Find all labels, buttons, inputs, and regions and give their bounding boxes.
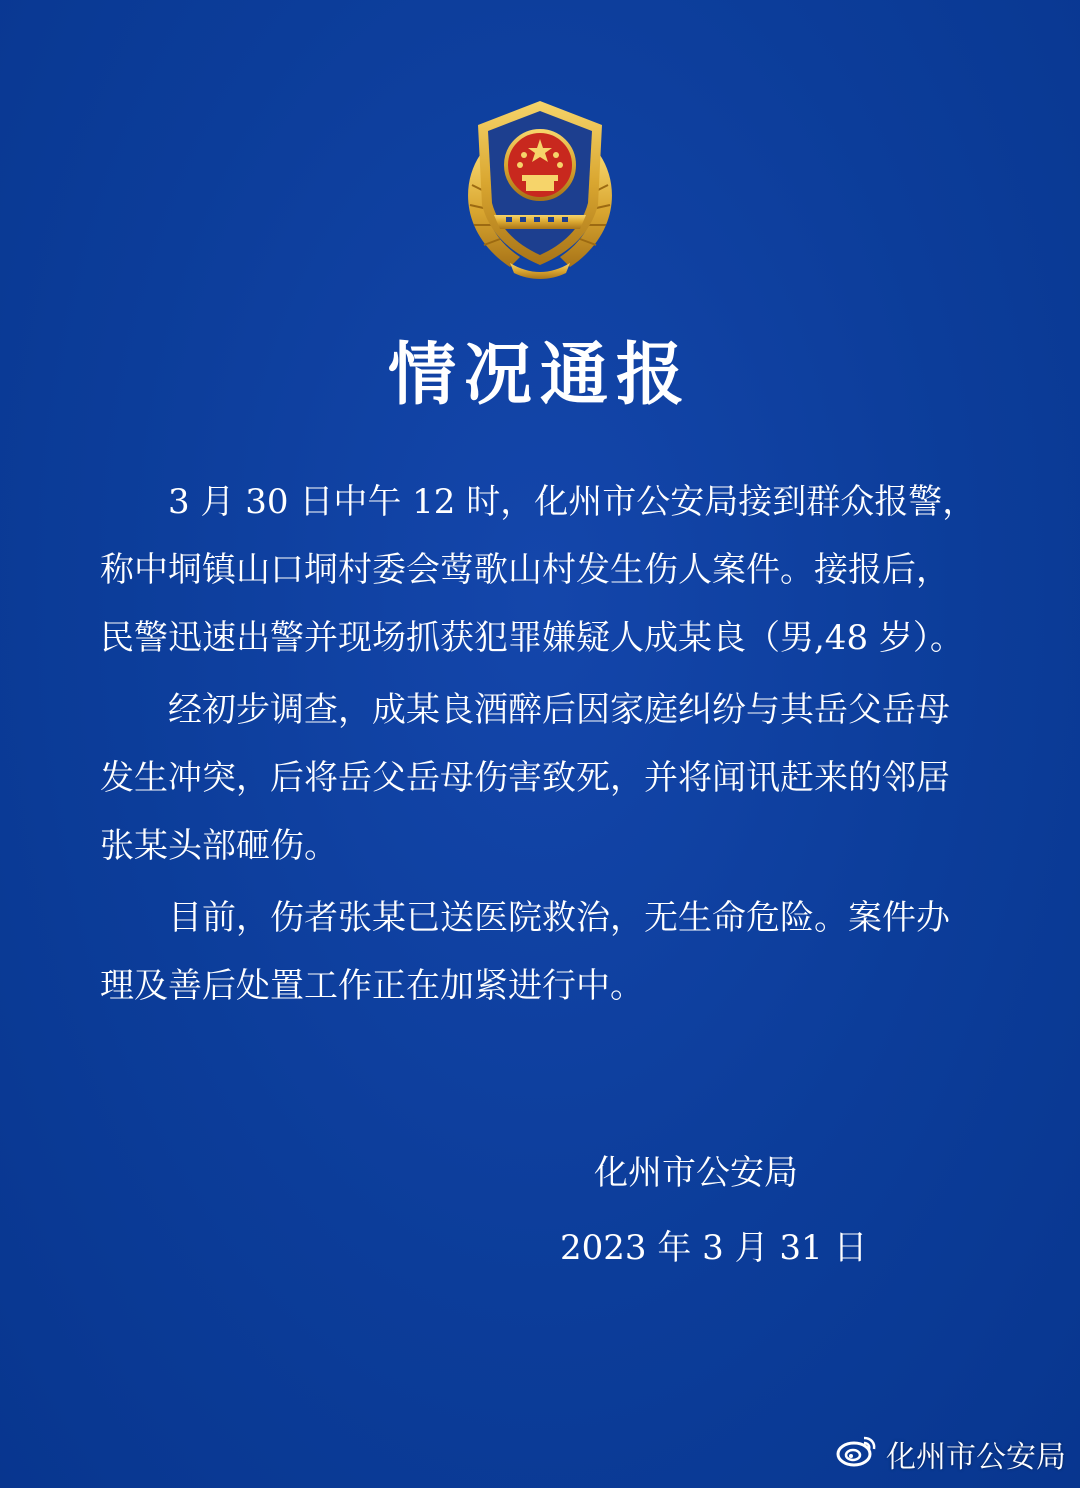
weibo-icon	[836, 1432, 878, 1476]
notice-body	[100, 468, 980, 1024]
police-emblem-icon	[450, 95, 630, 285]
paragraph-2: 经初步调查，成某良酒醉后因家庭纠纷与其岳父岳母发生冲突，后将岳父岳母伤害致死，并将闻讯赶来的邻居张某头部砸伤。	[100, 690, 950, 866]
signature-organization: 化州市公安局	[594, 1153, 798, 1193]
weibo-watermark	[836, 1434, 1066, 1474]
page-title: 情况通报	[387, 335, 692, 415]
signature-date: 2023 年 3 月 31 日	[560, 1228, 868, 1268]
watermark-text: 化州市公安局	[886, 1441, 1066, 1474]
paragraph-1: 3 月 30 日中午 12 时，化州市公安局接到群众报警，称中垌镇山口垌村委会莺歌山村发生伤人案件。接报后，民警迅速出警并现场抓获犯罪嫌疑人成某良（男,48 岁）。	[100, 482, 977, 658]
paragraph-3: 目前，伤者张某已送医院救治，无生命危险。案件办理及善后处置工作正在加紧进行中。	[100, 898, 950, 1006]
